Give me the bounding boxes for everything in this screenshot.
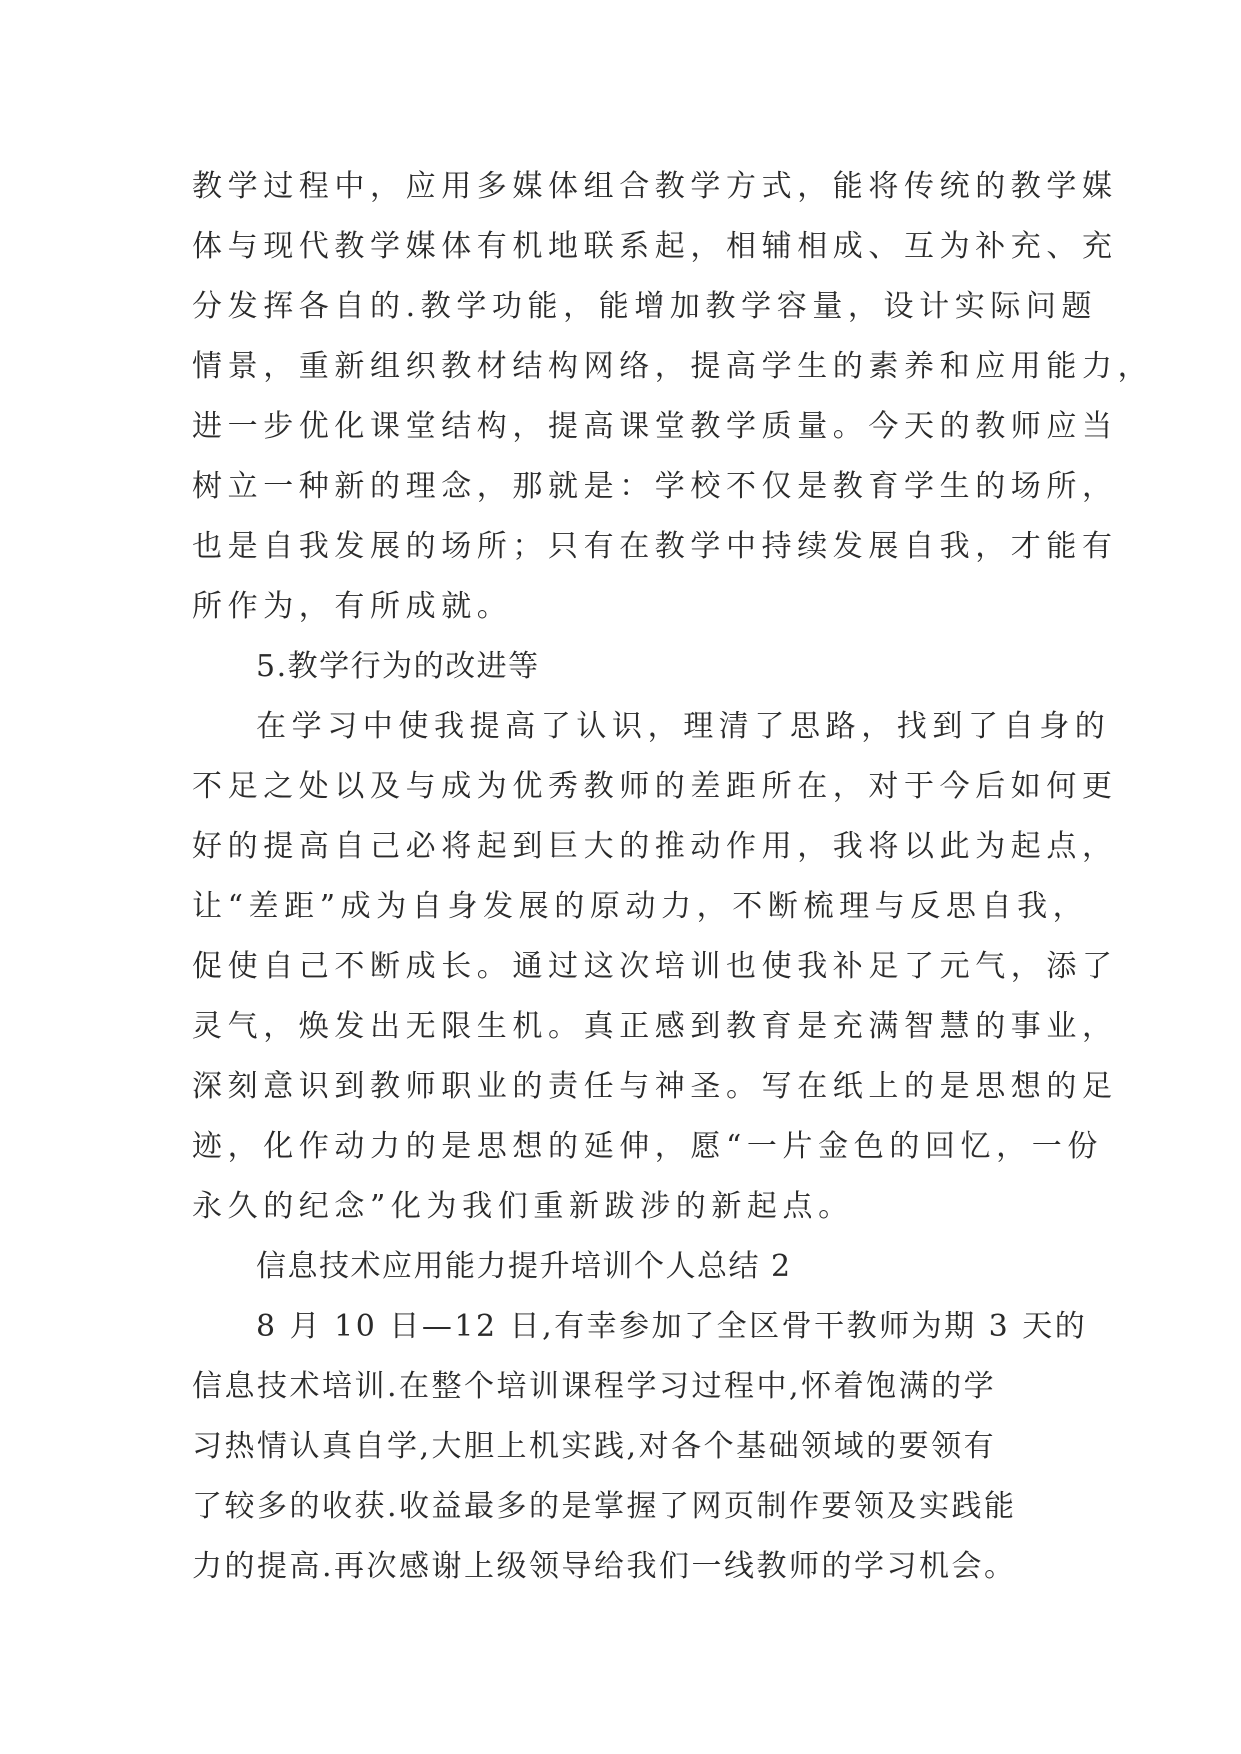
section-title: 信息技术应用能力提升培训个人总结 2 — [256, 1249, 792, 1284]
body-line: 力的提高.再次感谢上级领导给我们一线教师的学习机会。 — [192, 1549, 1017, 1584]
document-body — [192, 157, 1154, 1597]
body-line: 了较多的收获.收益最多的是掌握了网页制作要领及实践能 — [192, 1489, 1017, 1524]
body-line: 进一步优化课堂结构，提高课堂教学质量。今天的教师应当 — [192, 409, 1118, 444]
body-line: 迹，化作动力的是思想的延伸，愿“一片金色的回忆，一份 — [192, 1129, 1103, 1164]
body-line: 让“差距”成为自身发展的原动力，不断梳理与反思自我， — [192, 889, 1089, 924]
body-line: 好的提高自己必将起到巨大的推动作用，我将以此为起点， — [192, 829, 1118, 864]
body-line: 所作为，有所成就。 — [192, 589, 513, 624]
paragraph-first-line: 8 月 10 日—12 日,有幸参加了全区骨干教师为期 3 天的 — [256, 1309, 1088, 1344]
body-line: 体与现代教学媒体有机地联系起，相辅相成、互为补充、充 — [192, 229, 1118, 264]
body-line: 习热情认真自学,大胆上机实践,对各个基础领域的要领有 — [192, 1429, 997, 1464]
body-line: 促使自己不断成长。通过这次培训也使我补足了元气，添了 — [192, 949, 1118, 984]
body-line: 灵气，焕发出无限生机。真正感到教育是充满智慧的事业， — [192, 1009, 1118, 1044]
body-line: 不足之处以及与成为优秀教师的差距所在，对于今后如何更 — [192, 769, 1118, 804]
body-line: 树立一种新的理念，那就是：学校不仅是教育学生的场所， — [192, 469, 1118, 504]
paragraph-first-line: 在学习中使我提高了认识，理清了思路，找到了自身的 — [256, 709, 1111, 744]
section-heading: 5.教学行为的改进等 — [256, 649, 540, 684]
body-line: 也是自我发展的场所；只有在教学中持续发展自我，才能有 — [192, 529, 1118, 564]
body-line: 信息技术培训.在整个培训课程学习过程中,怀着饱满的学 — [192, 1369, 997, 1404]
body-line: 分发挥各自的.教学功能，能增加教学容量，设计实际问题 — [192, 289, 1098, 324]
body-line: 教学过程中，应用多媒体组合教学方式，能将传统的教学媒 — [192, 169, 1118, 204]
body-line: 情景，重新组织教材结构网络，提高学生的素养和应用能力， — [192, 349, 1154, 384]
body-line: 永久的纪念”化为我们重新跋涉的新起点。 — [192, 1189, 854, 1224]
body-line: 深刻意识到教师职业的责任与神圣。写在纸上的是思想的足 — [192, 1069, 1118, 1104]
